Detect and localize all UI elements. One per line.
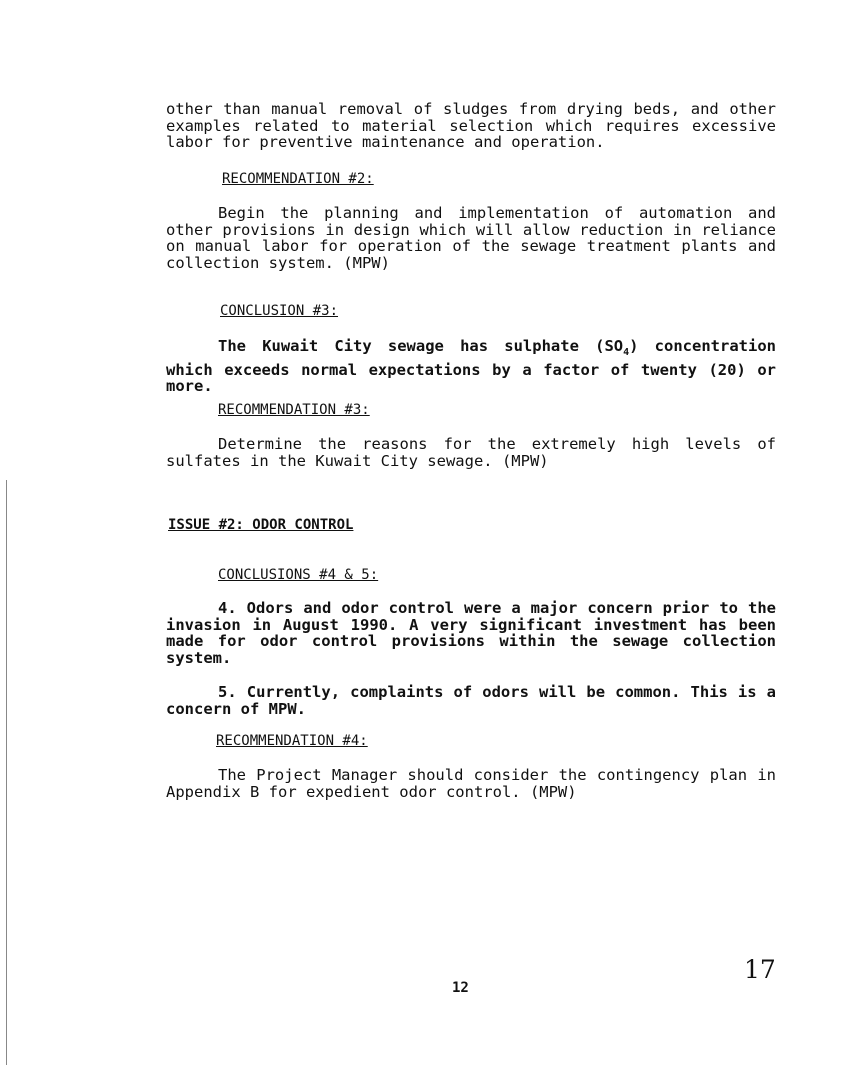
page-number: 12 [452,980,469,996]
conclusion-3-subscript: 4 [623,347,630,359]
recommendation-2-heading: RECOMMENDATION #2: [222,171,374,187]
conclusion-3-text-part1: The Kuwait City sewage has sulphate (SO [218,337,624,355]
recommendation-4-text: The Project Manager should consider the contingency plan in Appendix B for expedient odor control. (MPW) [166,766,776,801]
scan-edge-line [6,480,7,1065]
recommendation-4-heading: RECOMMENDATION #4: [216,733,368,749]
conclusion-5-text: 5. Currently, complaints of odors will be common. This is a concern of MPW. [166,683,776,718]
conclusion-3-text [166,338,776,395]
conclusion-4-text: 4. Odors and odor control were a major concern prior to the invasion in August 1990. A very significant investment has been made for odor control provisions within the sewage collection system. [166,599,776,667]
conclusions-4-5-heading: CONCLUSIONS #4 & 5: [218,567,379,583]
issue-2-heading: ISSUE #2: ODOR CONTROL [168,517,354,533]
conclusion-3-heading: CONCLUSION #3: [220,303,339,319]
recommendation-3-heading: RECOMMENDATION #3: [218,402,370,418]
recommendation-3-text: Determine the reasons for the extremely high levels of sulfates in the Kuwait City sewage. (MPW) [166,435,776,470]
handwritten-page-stamp: 17 [744,955,776,984]
conclusion-3-text-part2: ) concentration which exceeds normal expectations by a factor of twenty (20) or more. [166,337,776,396]
recommendation-2-text: Begin the planning and implementation of automation and other provisions in design which will allow reduction in reliance on manual labor for operation of the sewage treatment plants and collection system. (MPW) [166,204,776,272]
intro-paragraph: other than manual removal of sludges from drying beds, and other examples related to material selection which requires excessive labor for preventive maintenance and operation. [166,100,776,151]
